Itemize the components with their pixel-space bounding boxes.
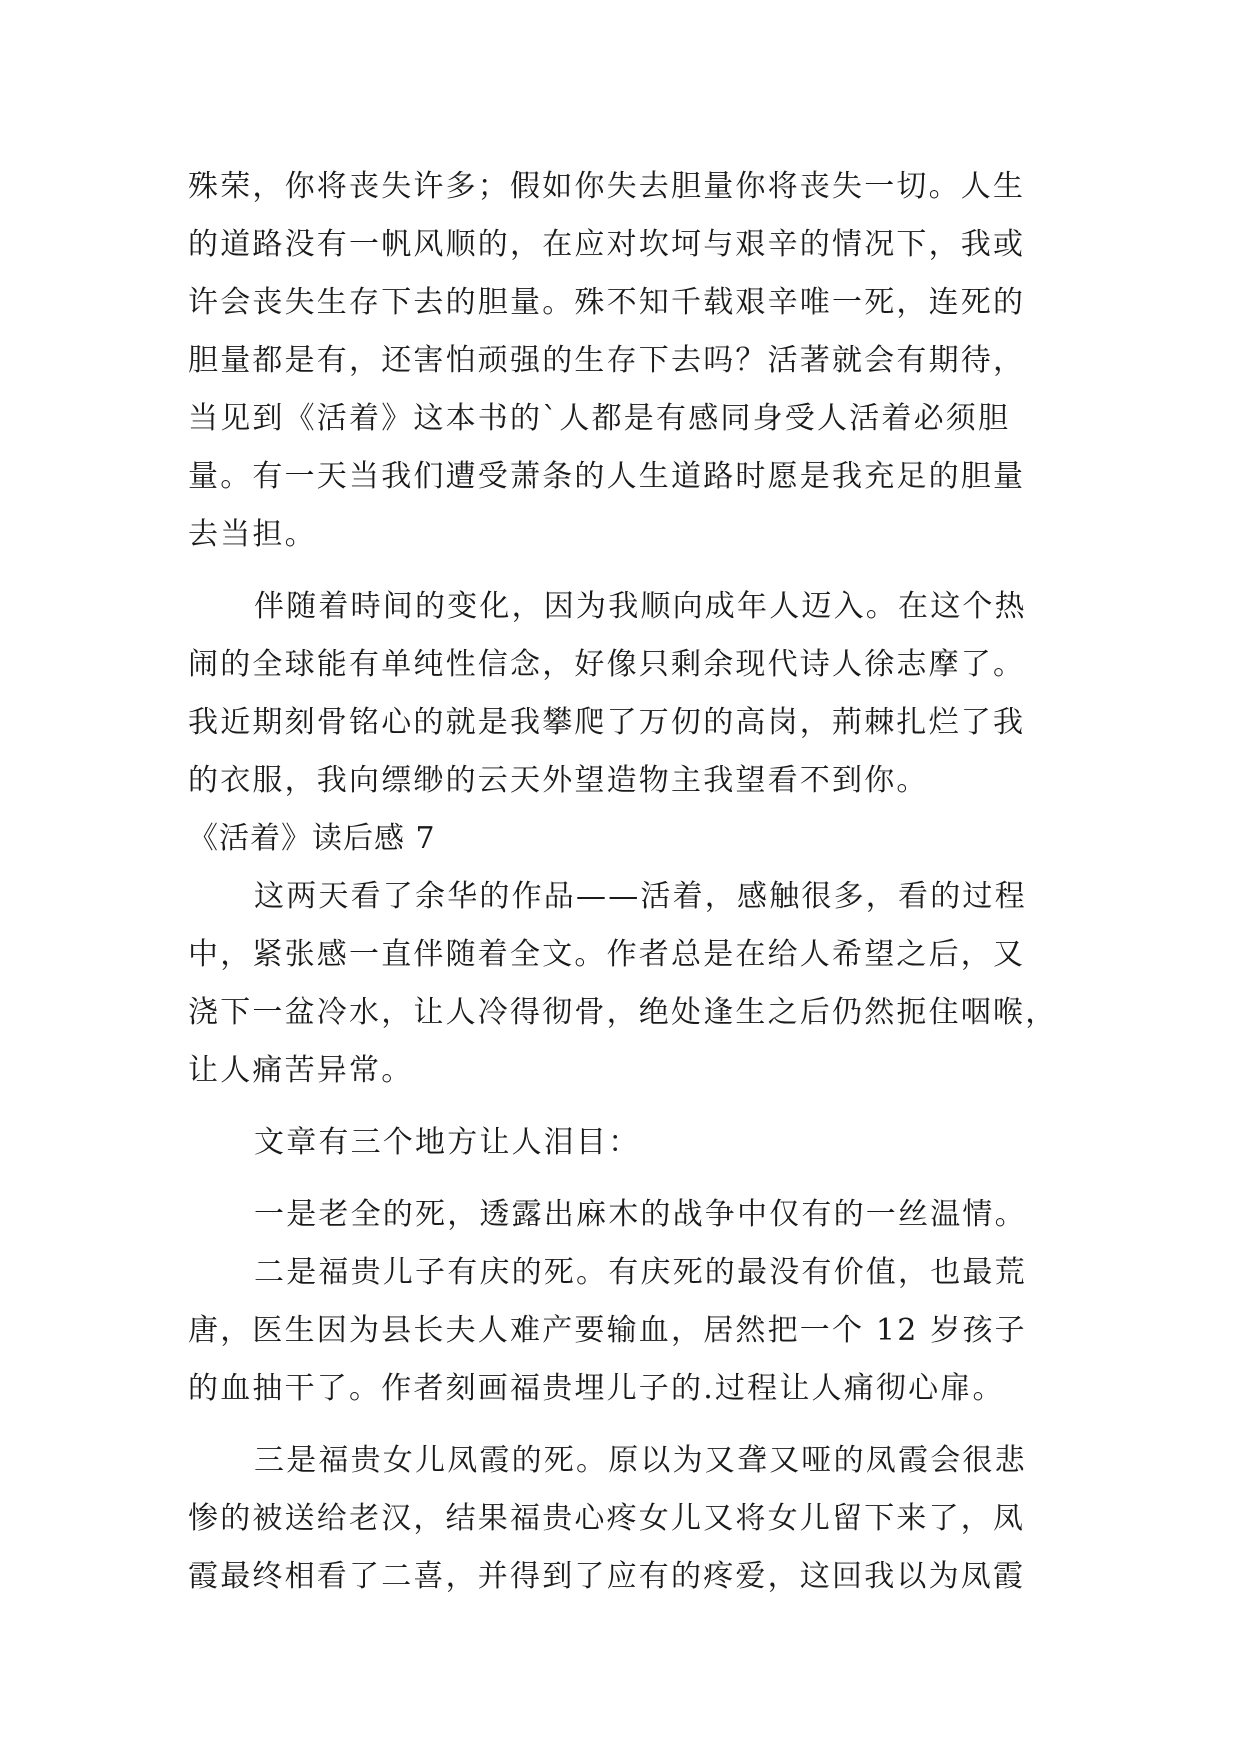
- paragraph-line: 让人痛苦异常。: [188, 1053, 414, 1088]
- paragraph-1: [188, 158, 1068, 564]
- paragraph-line: 的衣服，我向缥缈的云天外望造物主我望看不到你。: [188, 763, 929, 798]
- section-heading: [188, 810, 1068, 868]
- paragraph-4: [188, 1114, 1068, 1172]
- paragraph-line: 当见到《活着》这本书的`人都是有感同身受人活着必须胆: [188, 401, 1011, 436]
- paragraph-line: 这两天看了余华的作品——活着，感触很多，看的过程: [254, 879, 1027, 914]
- paragraph-line: 伴随着時间的变化，因为我顺向成年人迈入。在这个热: [254, 589, 1027, 624]
- paragraph-line: 闹的全球能有单纯性信念，好像只剩余现代诗人徐志摩了。: [188, 647, 1026, 682]
- document-page: [188, 158, 1068, 1606]
- paragraph-line: 二是福贵儿子有庆的死。有庆死的最没有价值，也最荒: [254, 1255, 1027, 1290]
- paragraph-line: 中，紧张感一直伴随着全文。作者总是在给人希望之后，又: [188, 937, 1026, 972]
- paragraph-line: 的道路没有一帆风顺的，在应对坎坷与艰辛的情况下，我或: [188, 227, 1026, 262]
- paragraph-6: [188, 1244, 1068, 1418]
- paragraph-line: 去当担。: [188, 517, 317, 552]
- paragraph-line: 惨的被送给老汉，结果福贵心疼女儿又将女儿留下来了，凤: [188, 1501, 1026, 1536]
- paragraph-line: 殊荣，你将丧失许多；假如你失去胆量你将丧失一切。人生: [188, 169, 1026, 204]
- paragraph-line: 胆量都是有，还害怕顽强的生存下去吗？活著就会有期待，: [188, 343, 1026, 378]
- paragraph-line: 唐，医生因为县长夫人难产要输血，居然把一个 12 岁孩子: [188, 1313, 1027, 1348]
- paragraph-line: 许会丧失生存下去的胆量。殊不知千载艰辛唯一死，连死的: [188, 285, 1026, 320]
- paragraph-5: [188, 1186, 1068, 1244]
- paragraph-line: 的血抽干了。作者刻画福贵埋儿子的.过程让人痛彻心扉。: [188, 1371, 1005, 1406]
- paragraph-line: 一是老全的死，透露出麻木的战争中仅有的一丝温情。: [254, 1197, 1027, 1232]
- paragraph-2: [188, 578, 1068, 810]
- paragraph-line: 量。有一天当我们遭受萧条的人生道路时愿是我充足的胆量: [188, 459, 1026, 494]
- paragraph-7: [188, 1432, 1068, 1606]
- paragraph-3: [188, 868, 1068, 1100]
- paragraph-line: 浇下一盆冷水，让人冷得彻骨，绝处逢生之后仍然扼住咽喉，: [188, 995, 1058, 1030]
- paragraph-line: 文章有三个地方让人泪目：: [254, 1125, 641, 1160]
- heading-text: 《活着》读后感 7: [188, 821, 436, 856]
- paragraph-line: 霞最终相看了二喜，并得到了应有的疼爱，这回我以为凤霞: [188, 1559, 1026, 1594]
- paragraph-line: 我近期刻骨铭心的就是我攀爬了万仞的高岗，荊棘扎烂了我: [188, 705, 1026, 740]
- paragraph-line: 三是福贵女儿凤霞的死。原以为又聋又哑的凤霞会很悲: [254, 1443, 1027, 1478]
